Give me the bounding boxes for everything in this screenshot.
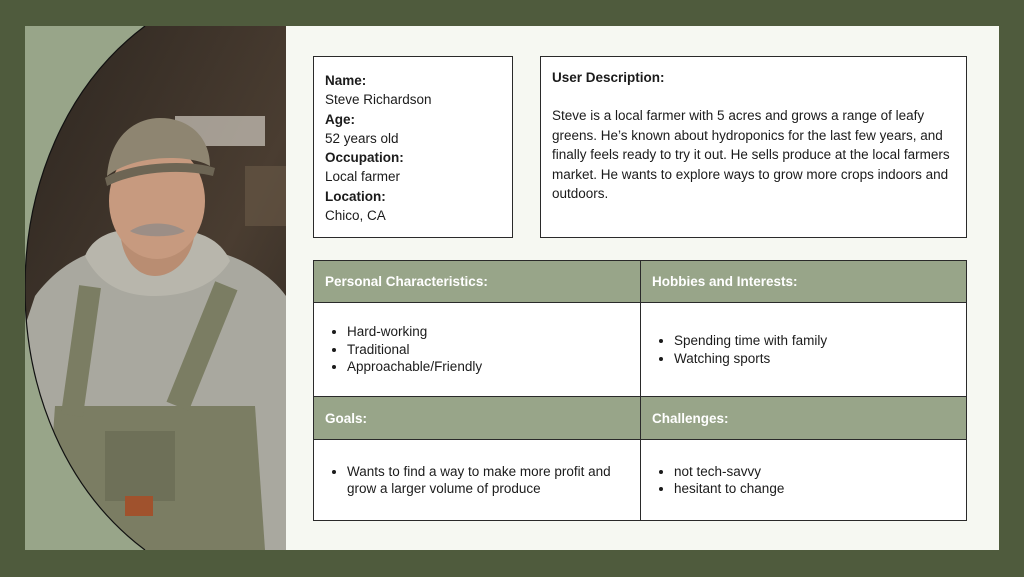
location-label: Location: <box>325 188 386 204</box>
name-label: Name: <box>325 73 367 88</box>
column-divider <box>640 261 641 520</box>
goals-list <box>314 463 630 498</box>
user-description-card <box>540 56 967 238</box>
list-item: • Hard-working <box>347 323 482 341</box>
challenges-header <box>641 397 966 439</box>
hobbies-body <box>641 303 966 396</box>
list-item: • hesitant to change <box>674 480 784 498</box>
farmer-portrait-icon <box>25 26 286 550</box>
list-item: • Watching sports <box>674 350 827 368</box>
hobbies-header <box>641 261 966 302</box>
personal-body <box>314 303 640 396</box>
goals-title: Goals: <box>325 410 368 426</box>
challenges-body <box>641 440 966 520</box>
persona-grid <box>313 260 967 521</box>
goals-header <box>314 397 640 439</box>
age-label: Age: <box>325 111 355 127</box>
challenges-title: Challenges: <box>652 410 729 426</box>
personal-title: Personal Characteristics: <box>325 274 488 289</box>
description-text: Steve is a local farmer with 5 acres and grows a range of leafy greens. He’s known about hydroponics for the last few years, and finally feels ready to try it out. He sells produce at the local farmers market. He wants to explore ways to grow more crops indoors and outdoors. <box>552 108 950 202</box>
occupation-label: Occupation: <box>325 150 404 166</box>
name-value: Steve Richardson <box>325 92 432 108</box>
list-item: • Wants to find a way to make more profit and grow a larger volume of produce <box>347 463 630 498</box>
persona-slide <box>25 26 999 550</box>
hobbies-title: Hobbies and Interests: <box>652 274 798 289</box>
occupation-value: Local farmer <box>325 169 401 185</box>
list-item: • Traditional <box>347 341 482 359</box>
challenges-list <box>641 463 784 498</box>
list-item: • Spending time with family <box>674 332 827 350</box>
description-label: User Description: <box>552 70 665 85</box>
goals-body <box>314 440 640 520</box>
age-value: 52 years old <box>325 130 399 146</box>
list-item: • not tech-savvy <box>674 463 784 481</box>
personal-header <box>314 261 640 302</box>
list-item: • Approachable/Friendly <box>347 358 482 376</box>
location-value: Chico, CA <box>325 208 386 224</box>
profile-card <box>313 56 513 238</box>
photo-panel <box>25 26 286 550</box>
hobbies-list <box>641 332 827 367</box>
personal-list <box>314 323 482 376</box>
